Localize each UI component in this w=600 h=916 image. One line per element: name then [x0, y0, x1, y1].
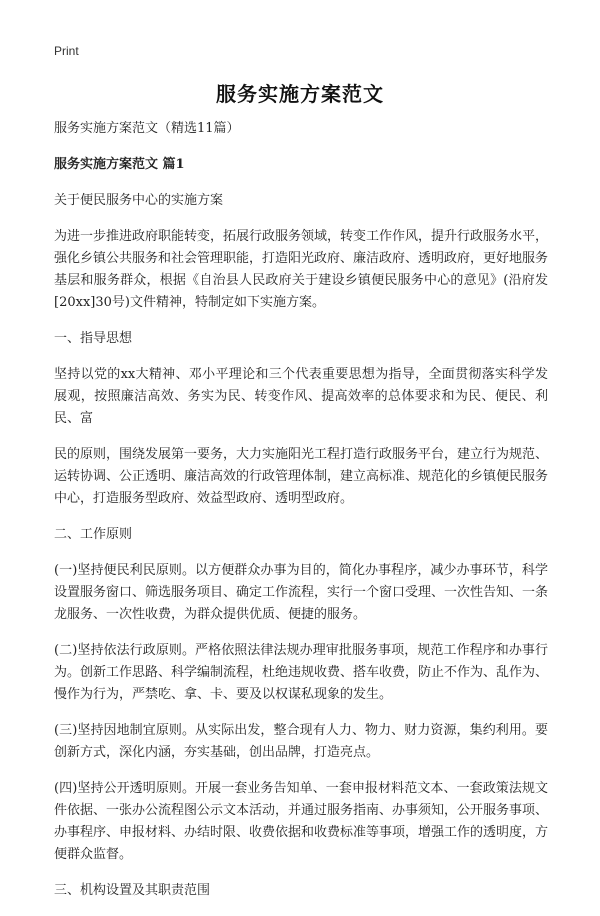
section-heading-organization: 三、机构设置及其职责范围 [54, 883, 211, 898]
principle-paragraph-2: (二)坚持依法行政原则。严格依照法律法规办理审批服务事项，规范工作程序和办事行为。创新工作思路、科学编制流程，杜绝违规收费、搭车收费，防止不作为、乱作为、慢作为行为，严禁吃、拿、卡、要及以权谋私现象的发生。 [54, 643, 549, 702]
intro-paragraph: 为进一步推进政府职能转变，拓展行政服务领域，转变工作作风，提升行政服务水平，强化乡镇公共服务和社会管理职能，打造阳光政府、廉洁政府、透明政府，更好地服务基层和服务群众，根据《自治县人民政府关于建设乡镇便民服务中心的意见》(沿府发[20xx]30号)文件精神，特制定如下实施方案。 [54, 229, 549, 310]
article-heading: 服务实施方案范文 篇1 [54, 157, 185, 172]
document-body [54, 118, 548, 916]
section-heading-work-principles: 二、工作原则 [54, 527, 133, 542]
principle-paragraph-4: (四)坚持公开透明原则。开展一套业务告知单、一套申报材料范文本、一套政策法规文件依据、一张办公流程图公示文本活动，并通过服务指南、办事须知，公开服务事项、办事程序、申报材料、办结时限、收费依据和收费标准等事项，增强工作的透明度，方便群众监督。 [54, 781, 549, 862]
guiding-ideology-paragraph-1: 坚持以党的xx大精神、邓小平理论和三个代表重要思想为指导，全面贯彻落实科学发展观，按照廉洁高效、务实为民、转变作风、提高效率的总体要求和为民、便民、利民、富 [54, 367, 548, 426]
print-link[interactable]: Print [54, 44, 79, 58]
document-subtitle: 服务实施方案范文（精选11篇） [54, 121, 240, 136]
guiding-ideology-paragraph-2: 民的原则，围绕发展第一要务，大力实施阳光工程打造行政服务平台，建立行为规范、运转协调、公正透明、廉洁高效的行政管理体制，建立高标准、规范化的乡镇便民服务中心，打造服务型政府、效益型政府、透明型政府。 [54, 447, 549, 506]
principle-paragraph-1: (一)坚持便民利民原则。以方便群众办事为目的，简化办事程序，减少办事环节，科学设置服务窗口、筛选服务项目、确定工作流程，实行一个窗口受理、一次性告知、一条龙服务、一次性收费，为群众提供优质、便捷的服务。 [54, 563, 549, 622]
page-title: 服务实施方案范文 [216, 82, 384, 106]
intro-title: 关于便民服务中心的实施方案 [54, 193, 224, 208]
section-heading-guiding-ideology: 一、指导思想 [54, 331, 133, 346]
principle-paragraph-3: (三)坚持因地制宜原则。从实际出发，整合现有人力、物力、财力资源，集约利用。要创新方式，深化内涵，夯实基础，创出品牌，打造亮点。 [54, 723, 548, 760]
